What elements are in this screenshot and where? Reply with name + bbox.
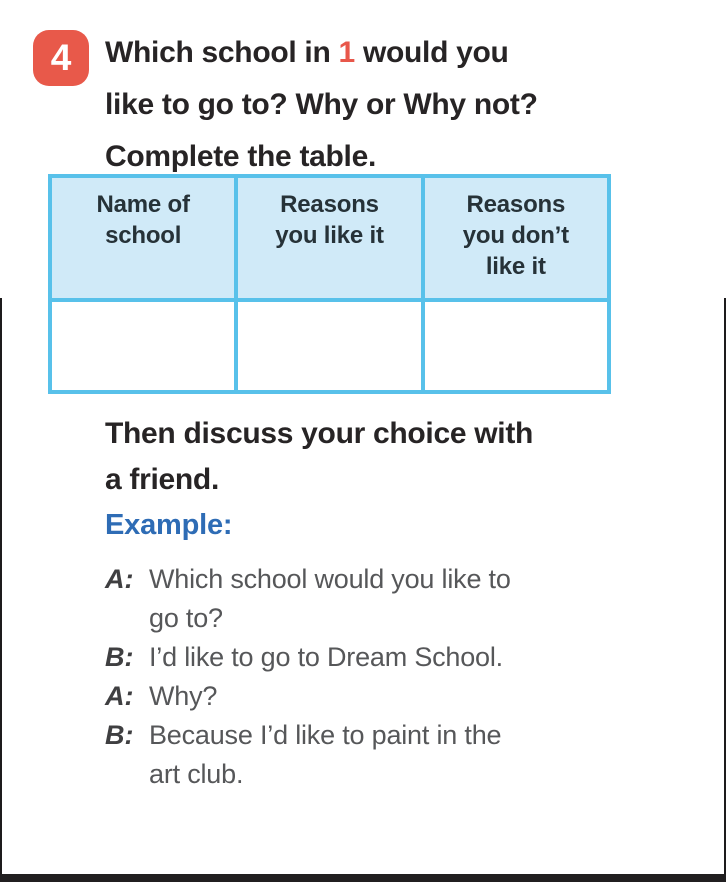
speaker-label: A: [105,564,134,594]
table-header-name-of-school: Name of school [50,176,236,300]
table-header-reasons-like: Reasons you like it [236,176,422,300]
table-answer-row [50,300,609,392]
dialogue-text: I’d like to go to Dream School. [149,642,503,672]
dialogue-text: Which school would you like to go to? [149,564,511,633]
answer-cell-reasons-like[interactable] [236,300,422,392]
followup-line-1: Then discuss your choice with [105,417,534,450]
dialogue-text: Why? [149,681,218,711]
dialogue-turn-2 [105,638,665,677]
scan-edge-left [0,298,2,882]
dialogue-text: Because I’d like to paint in the art club. [149,720,502,789]
answer-cell-reasons-dont-like[interactable] [423,300,609,392]
exercise-number: 4 [50,37,72,78]
referenced-exercise-number: 1 [338,36,355,69]
speaker-label: A: [105,681,134,711]
exercise-instructions [105,27,665,183]
instruction-line-2: like to go to? Why or Why not? [105,88,538,121]
table-header-reasons-dont-like: Reasons you don’t like it [423,176,609,300]
instruction-line-3: Complete the table. [105,140,377,173]
scan-edge-bottom [0,874,726,882]
complete-the-table [48,174,611,394]
speaker-label: B: [105,642,134,672]
followup-instruction [105,411,665,503]
dialogue-turn-1 [105,560,665,638]
example-dialogue [105,560,665,794]
answer-cell-name-of-school[interactable] [50,300,236,392]
example-label: Example: [105,509,233,541]
dialogue-turn-3 [105,677,665,716]
dialogue-turn-4 [105,716,665,794]
table-header-row [50,176,609,300]
speaker-label: B: [105,720,134,750]
followup-line-2: a friend. [105,463,219,496]
instruction-line-1: Which school in 1 would you [105,36,509,69]
exercise-number-badge [33,30,89,86]
